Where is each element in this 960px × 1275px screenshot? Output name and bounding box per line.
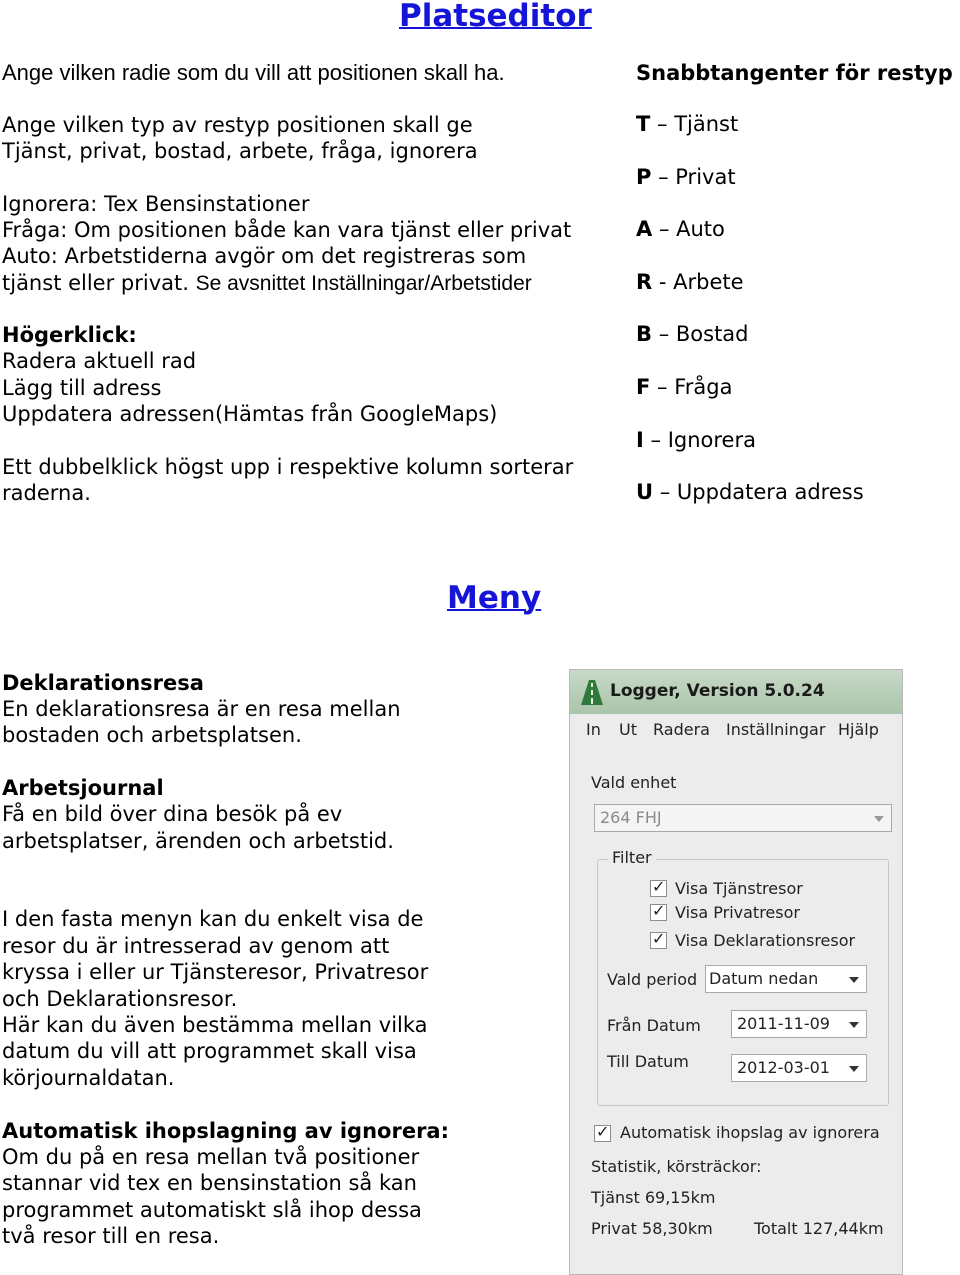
logger-menubar <box>570 714 902 746</box>
auto-merge-checkbox[interactable] <box>594 1125 611 1142</box>
page-title: Platseditor <box>399 0 592 34</box>
shortcut-separator: – <box>652 217 677 241</box>
from-date-picker[interactable] <box>731 1010 867 1038</box>
shortcut-row <box>636 322 749 346</box>
from-date-label: Från Datum <box>607 1016 701 1035</box>
chevron-down-icon[interactable] <box>842 1011 866 1037</box>
filter-label: Filter <box>608 848 656 867</box>
stats-label: Statistik, körsträckor: <box>591 1157 762 1176</box>
unit-select[interactable] <box>594 804 892 832</box>
shortcut-separator: – <box>653 480 677 504</box>
to-date-picker[interactable] <box>731 1054 867 1082</box>
menu-heading: Meny <box>447 580 542 616</box>
stats-tjanst: Tjänst 69,15km <box>591 1188 716 1207</box>
shortcut-label: Uppdatera adress <box>676 480 864 504</box>
auto-merge-text-4: två resor till en resa. <box>2 1224 220 1248</box>
filter-tjanst-checkbox[interactable] <box>650 880 667 897</box>
shortcut-key: I <box>636 428 644 452</box>
to-date-label: Till Datum <box>607 1052 689 1071</box>
filter-privat-label: Visa Privatresor <box>675 903 800 922</box>
radius-text: Ange vilken radie som du vill att positionen skall ha. <box>2 60 505 85</box>
sort-text-2: raderna. <box>2 481 91 505</box>
shortcut-row <box>636 270 744 294</box>
shortcuts-heading: Snabbtangenter för restyp <box>636 61 953 85</box>
dekl-text-2: bostaden och arbetsplatsen. <box>2 723 302 747</box>
auto-merge-label: Automatisk ihopslag av ignorera <box>620 1123 880 1142</box>
filter-dekl-label: Visa Deklarationsresor <box>675 931 856 950</box>
rightclick-item-add: Lägg till adress <box>2 376 162 400</box>
auto-merge-heading: Automatisk ihopslagning av ignorera: <box>2 1119 449 1143</box>
shortcut-separator: – <box>652 322 676 346</box>
shortcut-separator: – <box>650 375 675 399</box>
unit-label: Vald enhet <box>591 773 677 792</box>
fixed-menu-text-2: resor du är intresserad av genom att <box>2 934 390 958</box>
logger-window <box>569 669 903 1275</box>
filter-privat-checkbox[interactable] <box>650 904 667 921</box>
unit-value: 264 FHJ <box>600 808 662 827</box>
dekl-heading: Deklarationsresa <box>2 671 204 695</box>
ignore-text-4a: tjänst eller privat. <box>2 271 196 295</box>
logger-titlebar <box>570 670 902 714</box>
period-select[interactable] <box>705 965 867 993</box>
fixed-menu-text-3: kryssa i eller ur Tjänsteresor, Privatresor <box>2 960 429 984</box>
menu-item-installningar[interactable]: Inställningar <box>726 720 826 739</box>
ignore-text-3: Auto: Arbetstiderna avgör om det registreras som <box>2 244 527 268</box>
shortcut-key: R <box>636 270 653 294</box>
type-text-2: Tjänst, privat, bostad, arbete, fråga, ignorera <box>2 139 478 163</box>
chevron-down-icon[interactable] <box>867 805 891 831</box>
shortcut-separator: – <box>650 112 675 136</box>
ignore-text-1: Ignorera: Tex Bensinstationer <box>2 192 310 216</box>
ignore-text-4 <box>2 270 532 297</box>
shortcut-separator: - <box>652 270 674 294</box>
filter-dekl-checkbox[interactable] <box>650 932 667 949</box>
type-text-1: Ange vilken typ av restyp positionen skall ge <box>2 113 473 137</box>
shortcut-row <box>636 217 725 241</box>
shortcut-key: T <box>636 112 651 136</box>
shortcut-row <box>636 480 864 504</box>
stats-privat: Privat 58,30km <box>591 1219 713 1238</box>
shortcut-label: Tjänst <box>674 112 739 136</box>
shortcut-key: U <box>636 480 654 504</box>
shortcut-label: Arbete <box>673 270 744 294</box>
shortcut-key: F <box>636 375 651 399</box>
shortcut-separator: – <box>643 428 668 452</box>
fixed-menu-text-7: körjournaldatan. <box>2 1066 175 1090</box>
shortcut-label: Ignorera <box>667 428 756 452</box>
logger-title: Logger, Version 5.0.24 <box>610 681 825 701</box>
shortcut-row <box>636 375 732 399</box>
menu-item-radera[interactable]: Radera <box>653 720 710 739</box>
menu-item-in[interactable]: In <box>586 720 601 739</box>
auto-merge-text-3: programmet automatiskt slå ihop dessa <box>2 1198 422 1222</box>
road-icon <box>581 680 603 705</box>
shortcut-key: B <box>636 322 653 346</box>
period-value: Datum nedan <box>709 969 819 988</box>
auto-merge-text-1: Om du på en resa mellan två positioner <box>2 1145 420 1169</box>
chevron-down-icon[interactable] <box>842 966 866 992</box>
shortcut-label: Auto <box>676 217 725 241</box>
shortcut-separator: – <box>651 165 676 189</box>
fixed-menu-text-5: Här kan du även bestämma mellan vilka <box>2 1013 428 1037</box>
journal-heading: Arbetsjournal <box>2 776 164 800</box>
journal-text-1: Få en bild över dina besök på ev <box>2 802 343 826</box>
shortcut-label: Bostad <box>675 322 749 346</box>
shortcut-row <box>636 428 756 452</box>
from-date-value: 2011-11-09 <box>737 1014 830 1033</box>
rightclick-heading: Högerklick: <box>2 323 137 347</box>
stats-totalt: Totalt 127,44km <box>754 1219 884 1238</box>
fixed-menu-text-1: I den fasta menyn kan du enkelt visa de <box>2 907 424 931</box>
menu-item-hjalp[interactable]: Hjälp <box>838 720 879 739</box>
ignore-text-4b: Se avsnittet Inställningar/Arbetstider <box>195 272 532 295</box>
sort-text-1: Ett dubbelklick högst upp i respektive kolumn sorterar <box>2 455 574 479</box>
journal-text-2: arbetsplatser, ärenden och arbetstid. <box>2 829 394 853</box>
shortcut-label: Privat <box>675 165 736 189</box>
filter-tjanst-label: Visa Tjänstresor <box>675 879 803 898</box>
menu-item-ut[interactable]: Ut <box>619 720 637 739</box>
auto-merge-text-2: stannar vid tex en bensinstation så kan <box>2 1171 417 1195</box>
to-date-value: 2012-03-01 <box>737 1058 830 1077</box>
rightclick-item-delete: Radera aktuell rad <box>2 349 197 373</box>
shortcut-label: Fråga <box>674 375 733 399</box>
shortcut-key: P <box>636 165 652 189</box>
shortcut-row <box>636 112 738 136</box>
fixed-menu-text-4: och Deklarationsresor. <box>2 987 238 1011</box>
fixed-menu-text-6: datum du vill att programmet skall visa <box>2 1039 417 1063</box>
chevron-down-icon[interactable] <box>842 1055 866 1081</box>
rightclick-item-update: Uppdatera adressen(Hämtas från GoogleMaps) <box>2 402 498 426</box>
shortcut-row <box>636 165 736 189</box>
period-label: Vald period <box>607 970 698 989</box>
dekl-text-1: En deklarationsresa är en resa mellan <box>2 697 401 721</box>
ignore-text-2: Fråga: Om positionen både kan vara tjänst eller privat <box>2 218 572 242</box>
shortcut-key: A <box>636 217 653 241</box>
